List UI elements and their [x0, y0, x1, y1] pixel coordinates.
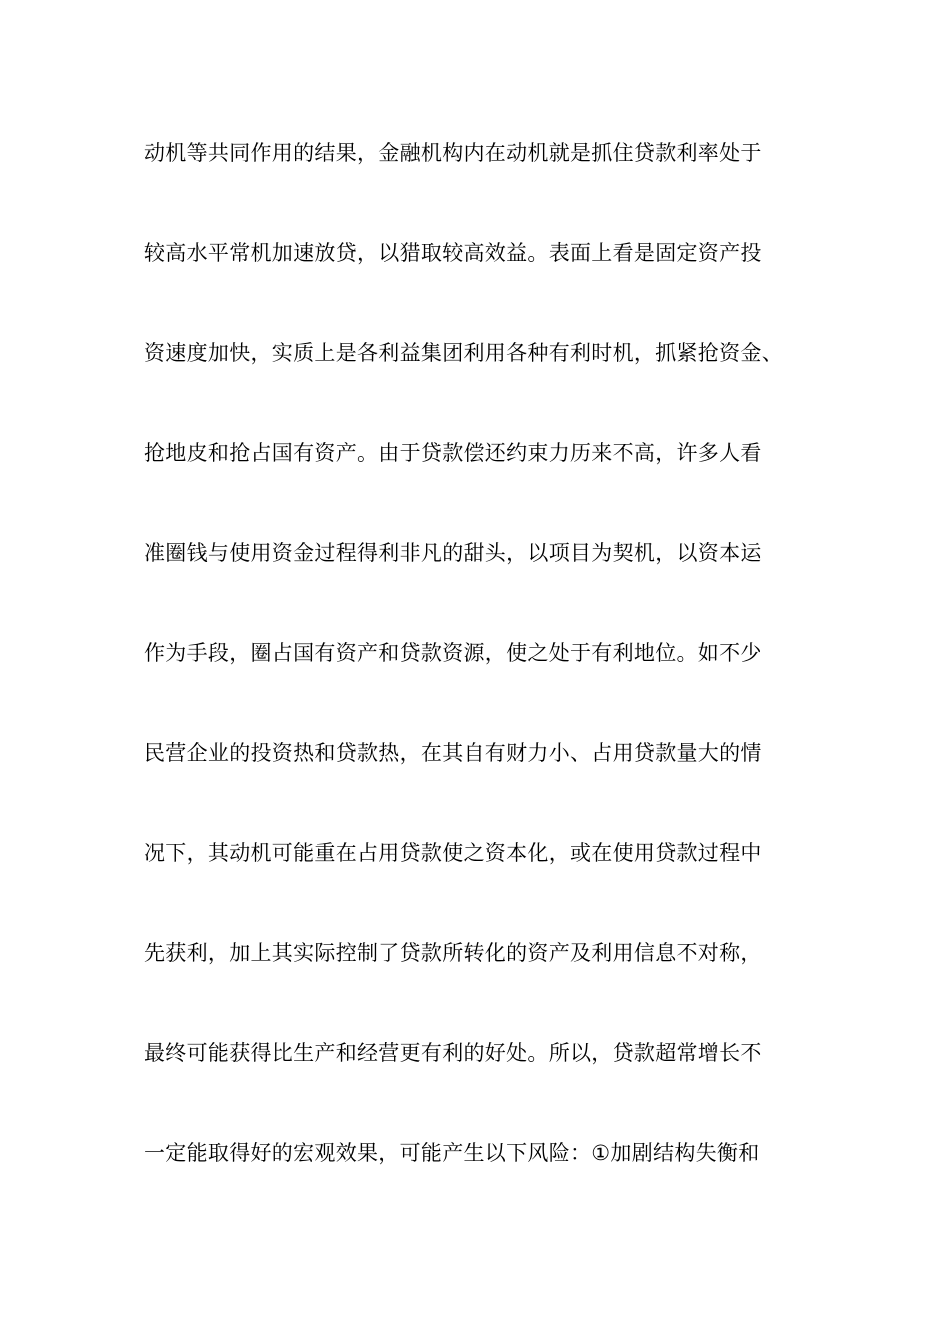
text-line: 准圈钱与使用资金过程得利非凡的甜头，以项目为契机，以资本运	[144, 541, 762, 565]
text-line: 一定能取得好的宏观效果，可能产生以下风险：①加剧结构失衡和	[144, 1141, 760, 1165]
text-line: 况下，其动机可能重在占用贷款使之资本化，或在使用贷款过程中	[144, 841, 762, 865]
body-text	[144, 133, 844, 1233]
text-line: 抢地皮和抢占国有资产。由于贷款偿还约束力历来不高，许多人看	[144, 441, 762, 465]
text-line: 资速度加快，实质上是各利益集团利用各种有利时机，抓紧抢资金、	[144, 341, 783, 365]
text-line: 动机等共同作用的结果，金融机构内在动机就是抓住贷款利率处于	[144, 141, 762, 165]
text-line: 较高水平常机加速放贷，以猎取较高效益。表面上看是固定资产投	[144, 241, 762, 265]
text-line: 民营企业的投资热和贷款热，在其自有财力小、占用贷款量大的情	[144, 741, 762, 765]
text-line: 先获利，加上其实际控制了贷款所转化的资产及利用信息不对称，	[144, 941, 762, 965]
text-line: 最终可能获得比生产和经营更有利的好处。所以，贷款超常增长不	[144, 1041, 762, 1065]
text-line: 作为手段，圈占国有资产和贷款资源，使之处于有利地位。如不少	[144, 641, 762, 665]
